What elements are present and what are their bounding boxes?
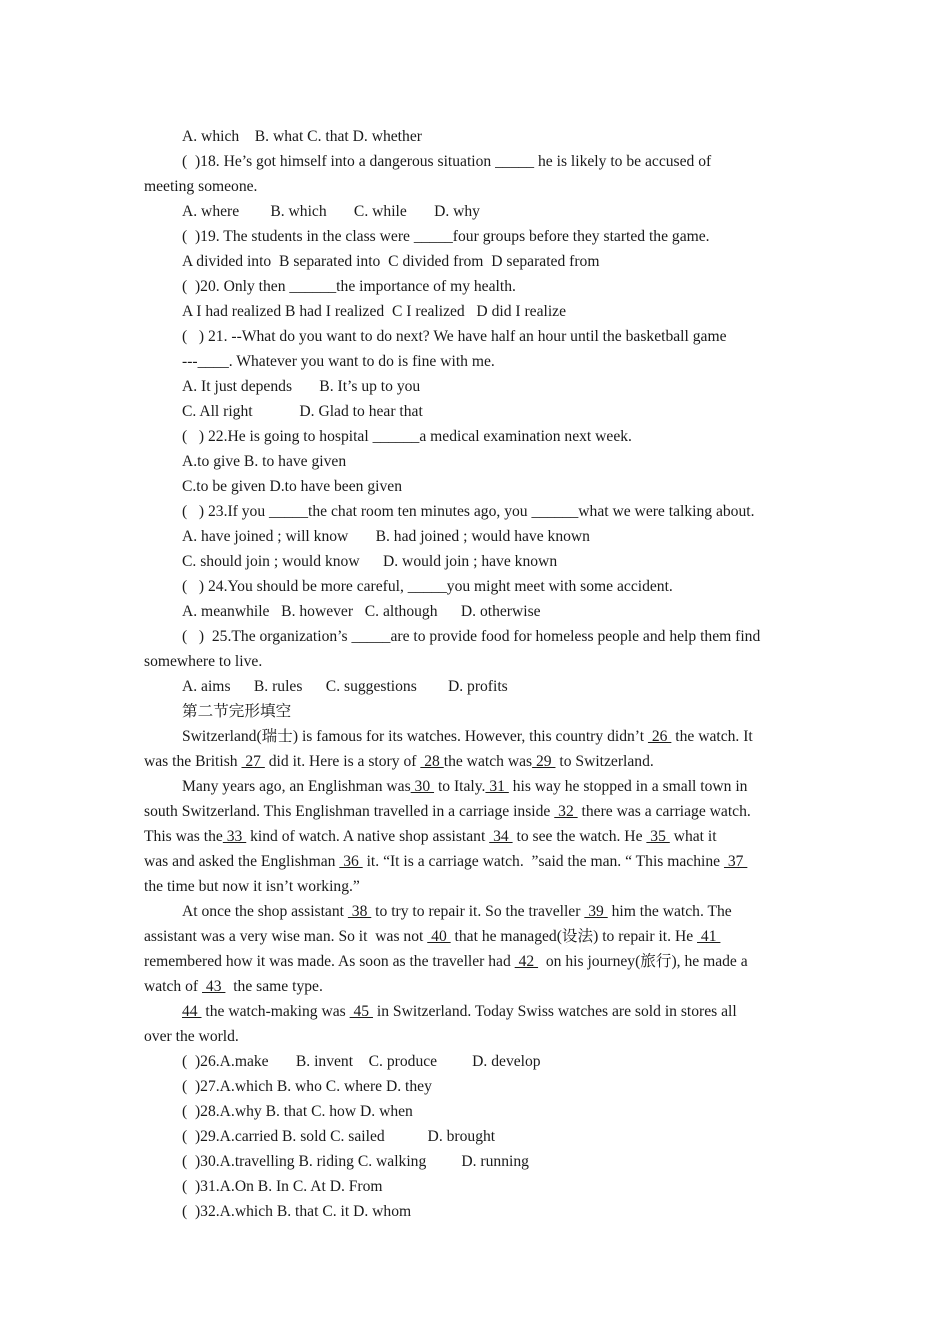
blank-34: 34 (489, 828, 513, 845)
question-21-cont: ---____. Whatever you want to do is fine with me. (182, 353, 495, 370)
question-29: ( )29.A.carried B. sold C. sailed D. brought (182, 1128, 496, 1145)
passage-line: the time but now it isn’t working.” (144, 878, 360, 895)
passage-line: over the world. (144, 1028, 239, 1045)
passage-line: Switzerland(瑞士) is famous for its watches. However, this country didn’t 26 the watch. It (182, 728, 753, 745)
question-24: ( ) 24.You should be more careful, _____you might meet with some accident. (182, 578, 673, 595)
blank-36: 36 (339, 853, 363, 870)
q18-options: A. where B. which C. while D. why (182, 203, 480, 220)
q20-options: A I had realized B had I realized C I realized D did I realize (182, 303, 567, 320)
passage-line: south Switzerland. This Englishman travelled in a carriage inside 32 there was a carriage watch. (144, 803, 751, 820)
blank-39: 39 (584, 903, 608, 920)
question-27: ( )27.A.which B. who C. where D. they (182, 1078, 432, 1095)
passage-line: Many years ago, an Englishman was 30 to Italy. 31 his way he stopped in a small town in (182, 778, 748, 795)
q25-options: A. aims B. rules C. suggestions D. profits (182, 678, 508, 695)
question-18: ( )18. He’s got himself into a dangerous situation _____ he is likely to be accused of (182, 153, 712, 170)
passage-line: was the British 27 did it. Here is a story of 28 the watch was 29 to Switzerland. (144, 753, 654, 770)
q23-options-1: A. have joined ; will know B. had joined ; would have known (182, 528, 590, 545)
blank-31: 31 (485, 778, 509, 795)
question-18-cont: meeting someone. (144, 178, 258, 195)
question-21: ( ) 21. --What do you want to do next? We have half an hour until the basketball game (182, 328, 727, 345)
blank-43: 43 (202, 978, 226, 995)
q21-options-1: A. It just depends B. It’s up to you (182, 378, 421, 395)
passage-line: was and asked the Englishman 36 it. “It is a carriage watch. ”said the man. “ This machine 37 (144, 853, 748, 870)
blank-45: 45 (349, 1003, 373, 1020)
passage-line: watch of 43 the same type. (144, 978, 323, 995)
passage-line: remembered how it was made. As soon as the traveller had 42 on his journey(旅行), he made a (144, 953, 748, 970)
q21-options-2: C. All right D. Glad to hear that (182, 403, 423, 420)
blank-37: 37 (723, 853, 748, 870)
passage-line: This was the 33 kind of watch. A native shop assistant 34 to see the watch. He 35 what it (144, 828, 717, 845)
blank-26: 26 (647, 728, 672, 745)
question-30: ( )30.A.travelling B. riding C. walking D. running (182, 1153, 529, 1170)
blank-32: 32 (554, 803, 578, 820)
blank-40: 40 (427, 928, 451, 945)
question-25: ( ) 25.The organization’s _____are to provide food for homeless people and help them find (182, 628, 761, 645)
q22-options-1: A.to give B. to have given (182, 453, 347, 470)
blank-35: 35 (646, 828, 670, 845)
question-28: ( )28.A.why B. that C. how D. when (182, 1103, 413, 1120)
blank-28: 28 (420, 753, 444, 770)
passage-line: 44 the watch-making was 45 in Switzerland. Today Swiss watches are sold in stores all (182, 1003, 737, 1020)
question-20: ( )20. Only then ______the importance of my health. (182, 278, 516, 295)
question-32: ( )32.A.which B. that C. it D. whom (182, 1203, 412, 1220)
blank-29: 29 (532, 753, 556, 770)
passage-line: assistant was a very wise man. So it was not 40 that he managed(设法) to repair it. He 41 (144, 928, 721, 945)
q19-options: A divided into B separated into C divided from D separated from (182, 253, 600, 270)
question-19: ( )19. The students in the class were _____four groups before they started the game. (182, 228, 710, 245)
question-22: ( ) 22.He is going to hospital ______a medical examination next week. (182, 428, 632, 445)
question-31: ( )31.A.On B. In C. At D. From (182, 1178, 383, 1195)
q23-options-2: C. should join ; would know D. would join ; have known (182, 553, 558, 570)
section-heading: 第二节完形填空 (182, 703, 292, 720)
blank-30: 30 (410, 778, 435, 795)
blank-41: 41 (697, 928, 721, 945)
blank-38: 38 (347, 903, 372, 920)
blank-42: 42 (514, 953, 539, 970)
blank-44: 44 (182, 1003, 202, 1020)
blank-33: 33 (222, 828, 247, 845)
question-26: ( )26.A.make B. invent C. produce D. develop (182, 1053, 541, 1070)
blank-27: 27 (241, 753, 265, 770)
q24-options: A. meanwhile B. however C. although D. otherwise (182, 603, 541, 620)
question-25-cont: somewhere to live. (144, 653, 263, 670)
passage-line: At once the shop assistant 38 to try to repair it. So the traveller 39 him the watch. The (182, 903, 732, 920)
q22-options-2: C.to be given D.to have been given (182, 478, 402, 495)
question-23: ( ) 23.If you _____the chat room ten minutes ago, you ______what we were talking about. (182, 503, 755, 520)
q17-options: A. which B. what C. that D. whether (182, 128, 422, 145)
